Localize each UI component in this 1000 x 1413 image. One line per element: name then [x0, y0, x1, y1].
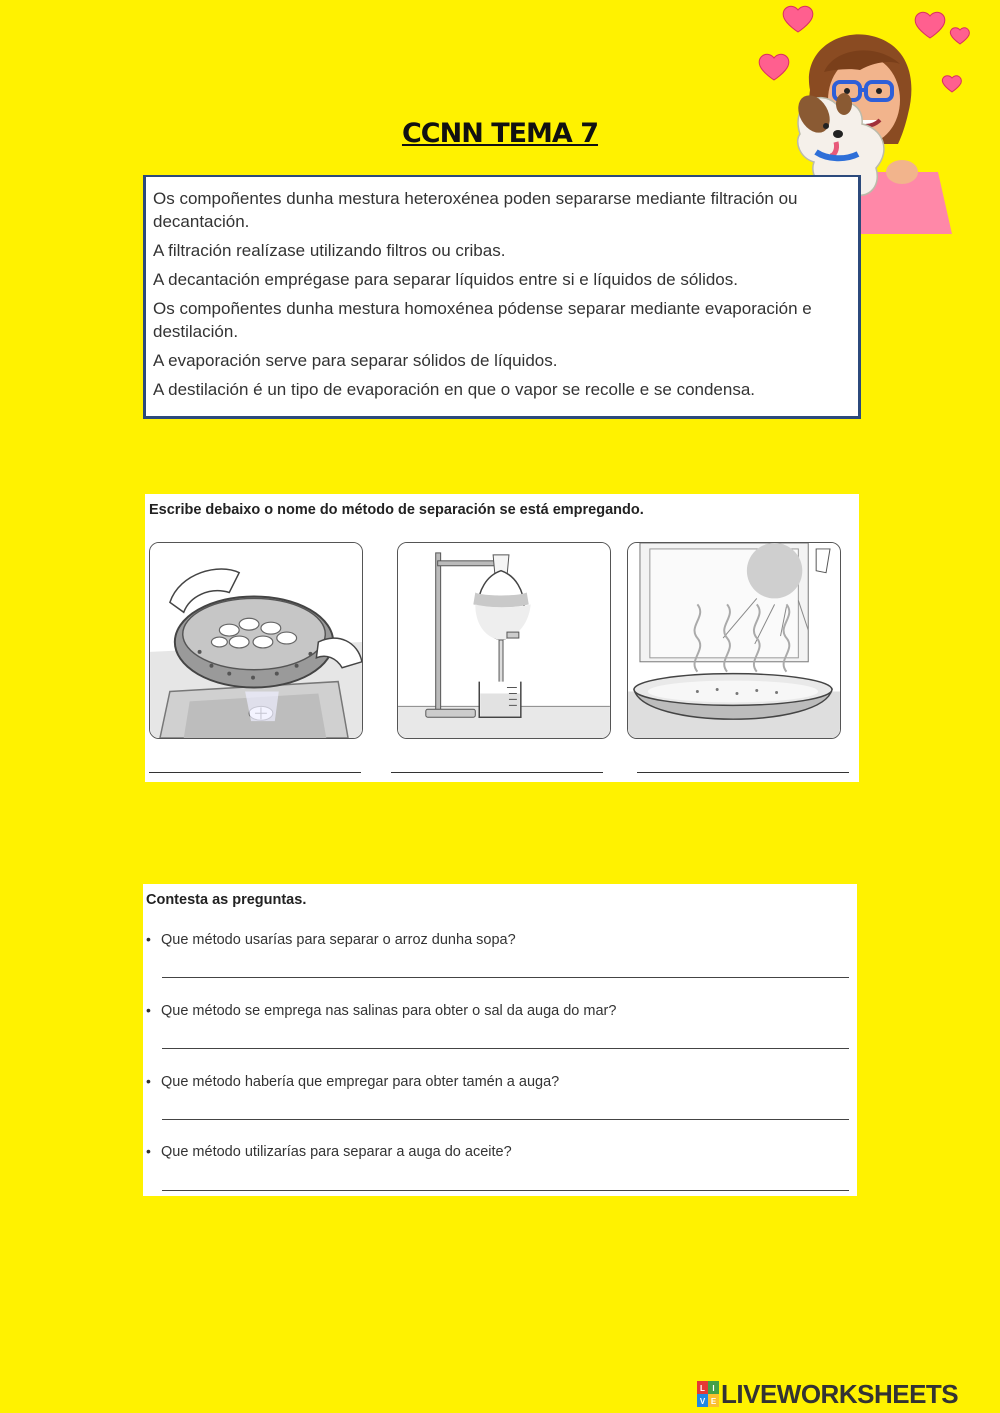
- answer-field-4[interactable]: [162, 1190, 849, 1191]
- question-1: [146, 931, 516, 948]
- theory-paragraph: A destilación é un tipo de evaporación en que o vapor se recolle e se condensa.: [153, 380, 756, 399]
- worksheet-title: CCNN TEMA 7: [401, 118, 599, 149]
- exercise-questions: [143, 884, 857, 1196]
- question-text: Que método usarías para separar o arroz dunha sopa?: [161, 932, 516, 948]
- question-text: Que método habería que empregar para obter tamén a auga?: [161, 1074, 560, 1090]
- bullet-icon: •: [146, 931, 151, 947]
- question-3: [146, 1073, 559, 1090]
- bullet-icon: •: [146, 1143, 151, 1159]
- colander-illustration: [149, 542, 363, 739]
- question-4: [146, 1143, 512, 1160]
- answer-field-3[interactable]: [162, 1119, 849, 1120]
- separatory-funnel-illustration: [397, 542, 611, 739]
- exercise1-instruction: Escribe debaixo o nome do método de separación se está empregando.: [149, 502, 644, 518]
- answer-line-3[interactable]: [637, 772, 849, 773]
- svg-text:L: L: [700, 1384, 705, 1393]
- exercise-separation-methods: [145, 494, 859, 782]
- question-text: Que método utilizarías para separar a auga do aceite?: [161, 1144, 512, 1160]
- theory-paragraph: A evaporación serve para separar sólidos de líquidos.: [153, 351, 558, 370]
- liveworksheets-badge-icon: [697, 1381, 719, 1407]
- question-2: [146, 1002, 616, 1019]
- answer-line-1[interactable]: [149, 772, 361, 773]
- logo-text: LIVEWORKSHEETS: [721, 1379, 959, 1409]
- question-text: Que método se emprega nas salinas para obter o sal da auga do mar?: [161, 1003, 617, 1019]
- theory-paragraph: Os compoñentes dunha mestura heteroxénea poden separarse mediante filtración ou decantación.: [153, 189, 798, 231]
- liveworksheets-logo: [697, 1379, 997, 1409]
- theory-box: [143, 175, 861, 419]
- evaporation-bowl-illustration: [627, 542, 841, 739]
- answer-line-2[interactable]: [391, 772, 603, 773]
- theory-paragraph: Os compoñentes dunha mestura homoxénea pódense separar mediante evaporación e destilación.: [153, 299, 812, 341]
- svg-text:V: V: [699, 1397, 706, 1406]
- theory-paragraph: A decantación emprégase para separar líquidos entre si e líquidos de sólidos.: [153, 270, 738, 289]
- bullet-icon: •: [146, 1002, 151, 1018]
- bullet-icon: •: [146, 1073, 151, 1089]
- svg-text:I: I: [712, 1384, 715, 1393]
- answer-field-1[interactable]: [162, 977, 849, 978]
- theory-paragraph: A filtración realízase utilizando filtros ou cribas.: [153, 241, 506, 260]
- answer-field-2[interactable]: [162, 1048, 849, 1049]
- exercise2-instruction: Contesta as preguntas.: [146, 892, 307, 908]
- svg-text:E: E: [710, 1397, 717, 1406]
